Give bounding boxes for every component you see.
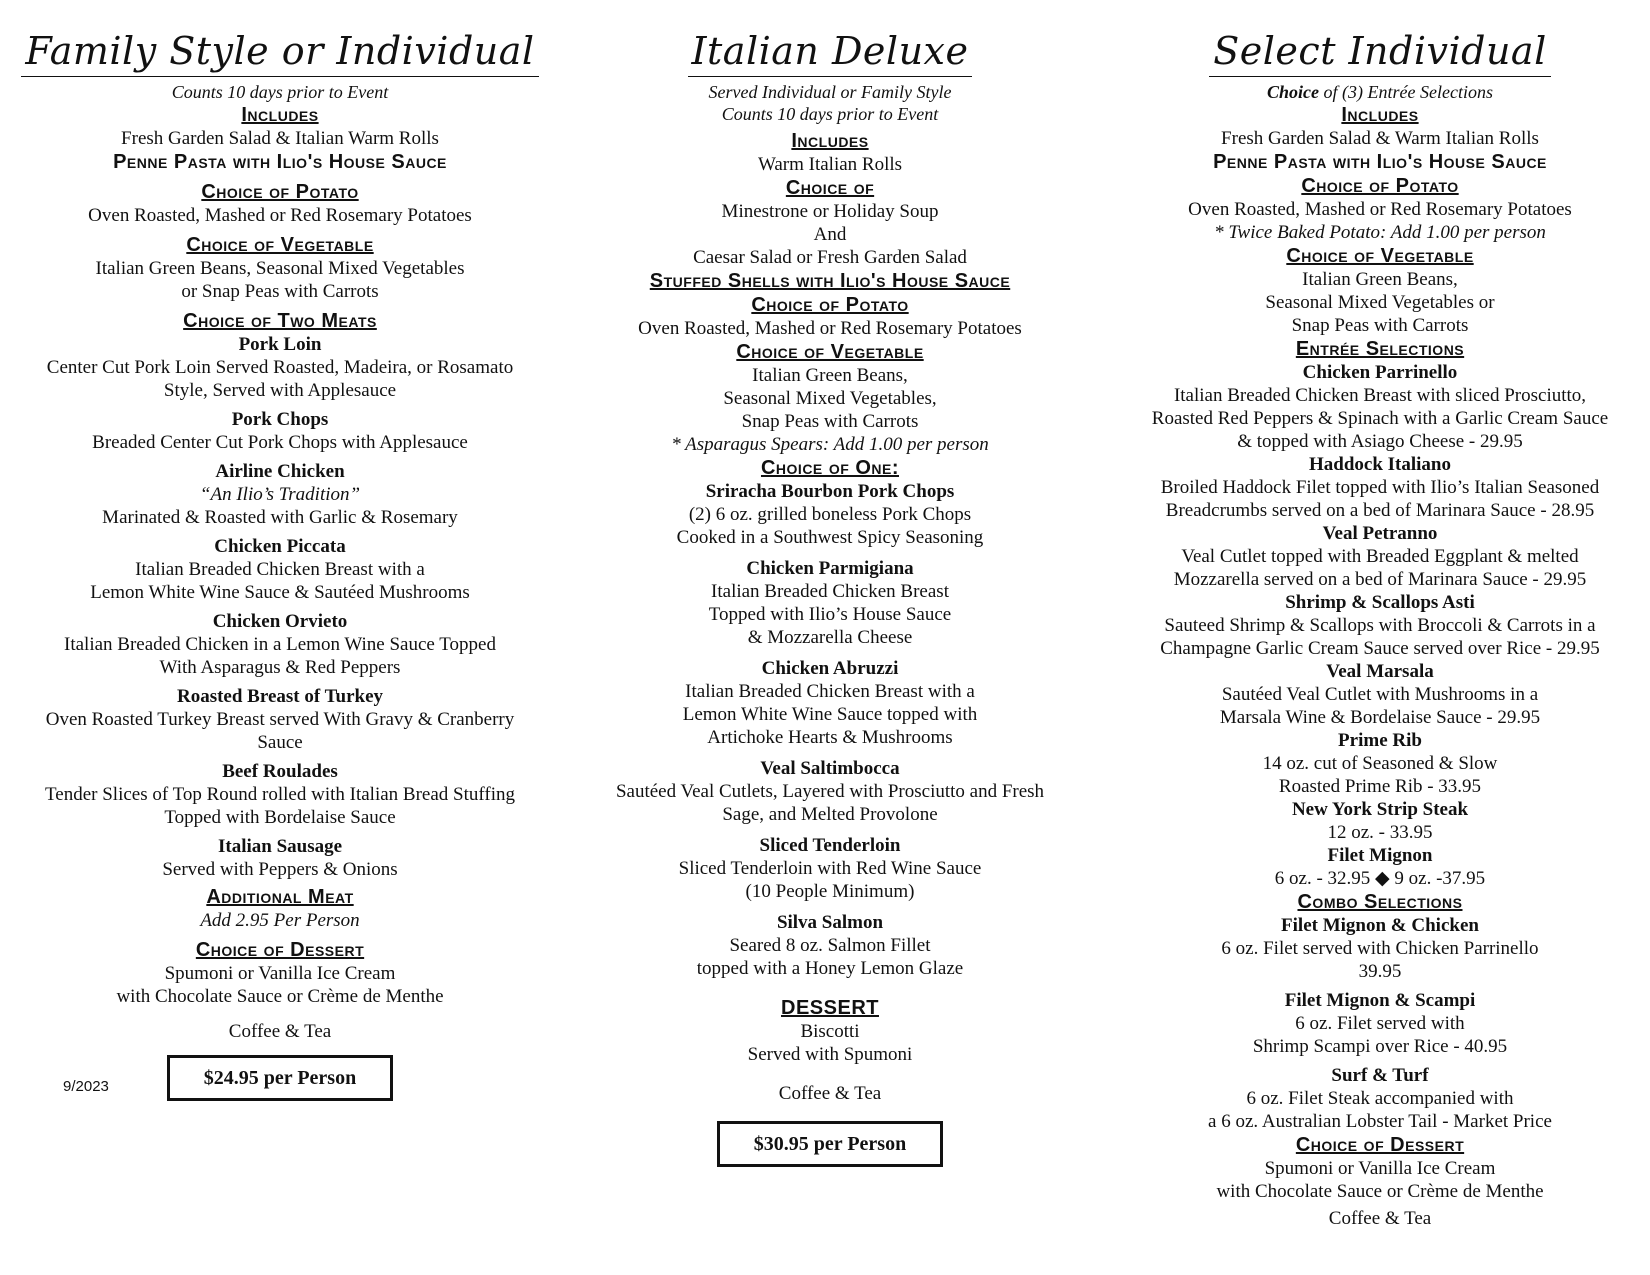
dessert-line: with Chocolate Sauce or Crème de Menthe bbox=[116, 986, 444, 1007]
menu-item-description: Seared 8 oz. Salmon Fillet bbox=[729, 935, 931, 956]
menu-item-name: Surf & Turf bbox=[1331, 1065, 1429, 1086]
menu-item bbox=[1120, 522, 1640, 591]
section-title: Family Style or Individual bbox=[21, 28, 538, 77]
revision-date: 9/2023 bbox=[63, 1078, 109, 1095]
menu-item bbox=[570, 834, 1090, 903]
menu-item-name: Silva Salmon bbox=[776, 912, 884, 933]
menu-item-name: Sriracha Bourbon Pork Chops bbox=[705, 481, 955, 502]
menu-item-description: Shrimp Scampi over Rice - 40.95 bbox=[1252, 1036, 1508, 1057]
menu-item-name: Veal Saltimbocca bbox=[760, 758, 900, 779]
menu-item-description: 12 oz. - 33.95 bbox=[1327, 822, 1433, 843]
counts-note: Counts 10 days prior to Event bbox=[171, 82, 389, 102]
potato-line: Oven Roasted, Mashed or Red Rosemary Potatoes bbox=[88, 205, 472, 226]
menu-item-name: Sliced Tenderloin bbox=[759, 835, 901, 856]
menu-item bbox=[1120, 453, 1640, 522]
vegetable-heading: Choice of Vegetable bbox=[1286, 245, 1474, 267]
additional-meat-heading: Additional Meat bbox=[206, 886, 354, 908]
menu-item-description: a 6 oz. Australian Lobster Tail - Market Price bbox=[1208, 1111, 1552, 1132]
menu-item-description: Breaded Center Cut Pork Chops with Applesauce bbox=[92, 432, 468, 453]
menu-item-description: Tender Slices of Top Round rolled with Italian Bread Stuffing bbox=[45, 784, 515, 805]
includes-line: Fresh Garden Salad & Warm Italian Rolls bbox=[1221, 128, 1539, 149]
menu-item-description: With Asparagus & Red Peppers bbox=[159, 657, 401, 678]
menu-item-description: Roasted Red Peppers & Spinach with a Garlic Cream Sauce bbox=[1151, 408, 1609, 429]
menu-item-description: & topped with Asiago Cheese - 29.95 bbox=[1237, 431, 1523, 452]
menu-item-description: 6 oz. Filet served with bbox=[1295, 1013, 1465, 1034]
entrees-list bbox=[570, 480, 1090, 980]
shells-line: Stuffed Shells with Ilio's House Sauce bbox=[649, 270, 1011, 292]
dessert-line: Spumoni or Vanilla Ice Cream bbox=[164, 963, 396, 984]
choice-note bbox=[1120, 81, 1640, 103]
vegetable-line: Italian Green Beans, bbox=[752, 365, 908, 386]
coffee-line: Coffee & Tea bbox=[1328, 1208, 1432, 1229]
menu-item-tagline: “An Ilio’s Tradition” bbox=[199, 484, 361, 505]
menu-item-description: Italian Breaded Chicken Breast with sliced Prosciutto, bbox=[1173, 385, 1587, 406]
menu-item bbox=[1120, 729, 1640, 798]
choice-line: And bbox=[813, 224, 847, 245]
menu-item bbox=[20, 610, 540, 679]
menu-item-description: Sage, and Melted Provolone bbox=[722, 804, 938, 825]
menu-item-description: Sauce bbox=[257, 732, 303, 753]
menu-item-description: Italian Breaded Chicken Breast bbox=[711, 581, 949, 602]
choice-line: Caesar Salad or Fresh Garden Salad bbox=[693, 247, 967, 268]
menu-item-description: Served with Peppers & Onions bbox=[162, 859, 398, 880]
section-title: Select Individual bbox=[1209, 28, 1551, 77]
menu-item-name: Chicken Orvieto bbox=[212, 611, 348, 632]
entrees-list bbox=[1120, 361, 1640, 890]
menu-item-description: Veal Cutlet topped with Breaded Eggplant & melted bbox=[1181, 546, 1579, 567]
vegetable-line: Italian Green Beans, Seasonal Mixed Vegetables bbox=[95, 258, 465, 279]
menu-item-name: Haddock Italiano bbox=[1308, 454, 1451, 475]
meats-heading: Choice of Two Meats bbox=[183, 310, 377, 332]
menu-item-description: 14 oz. cut of Seasoned & Slow bbox=[1262, 753, 1498, 774]
coffee-line: Coffee & Tea bbox=[228, 1021, 332, 1042]
menu-item bbox=[570, 557, 1090, 649]
menu-item-description: & Mozzarella Cheese bbox=[747, 627, 913, 648]
choice-note-rest: of (3) Entrée Selections bbox=[1319, 82, 1493, 102]
vegetable-heading: Choice of Vegetable bbox=[186, 234, 374, 256]
family-style-column bbox=[20, 28, 540, 1101]
menu-item-description: Topped with Bordelaise Sauce bbox=[164, 807, 396, 828]
menu-item-description: 6 oz. - 32.95 ◆ 9 oz. -37.95 bbox=[1274, 868, 1486, 889]
menu-item-description: Lemon White Wine Sauce topped with bbox=[682, 704, 978, 725]
vegetable-line: Italian Green Beans, bbox=[1302, 269, 1458, 290]
menu-item bbox=[1120, 798, 1640, 844]
menu-item bbox=[570, 911, 1090, 980]
select-individual-column bbox=[1120, 28, 1640, 1230]
menu-item-description: Topped with Ilio’s House Sauce bbox=[708, 604, 952, 625]
choice-line: Minestrone or Holiday Soup bbox=[721, 201, 939, 222]
menu-item-description: (10 People Minimum) bbox=[745, 881, 915, 902]
menu-item-name: Chicken Piccata bbox=[214, 536, 346, 557]
meats-list bbox=[20, 333, 540, 881]
price-box: $24.95 per Person bbox=[167, 1055, 393, 1101]
includes-heading: Includes bbox=[1341, 104, 1419, 126]
menu-item-description: Sauteed Shrimp & Scallops with Broccoli & Carrots in a bbox=[1164, 615, 1596, 636]
menu-item-name: Veal Marsala bbox=[1326, 661, 1434, 682]
menu-item-description: Champagne Garlic Cream Sauce served over Rice - 29.95 bbox=[1160, 638, 1600, 659]
vegetable-note: * Asparagus Spears: Add 1.00 per person bbox=[671, 434, 989, 455]
menu-item bbox=[20, 460, 540, 529]
menu-item bbox=[1120, 591, 1640, 660]
menu-item-name: Filet Mignon & Chicken bbox=[1281, 915, 1479, 936]
includes-heading: Includes bbox=[791, 130, 869, 152]
menu-item bbox=[1120, 989, 1640, 1058]
menu-item bbox=[20, 535, 540, 604]
menu-item bbox=[1120, 361, 1640, 453]
potato-note: * Twice Baked Potato: Add 1.00 per person bbox=[1214, 222, 1546, 243]
service-note: Served Individual or Family Style bbox=[708, 82, 952, 102]
menu-item bbox=[570, 657, 1090, 749]
choice-note-bold: Choice bbox=[1267, 82, 1320, 102]
menu-item-name: Veal Petranno bbox=[1322, 523, 1438, 544]
dessert-heading: Choice of Dessert bbox=[1295, 1134, 1465, 1156]
menu-item bbox=[1120, 660, 1640, 729]
menu-item-name: Airline Chicken bbox=[215, 461, 345, 482]
menu-item-description: Marinated & Roasted with Garlic & Rosemary bbox=[102, 507, 458, 528]
menu-item-description: Lemon White Wine Sauce & Sautéed Mushrooms bbox=[90, 582, 470, 603]
menu-item bbox=[1120, 914, 1640, 983]
combo-heading: Combo Selections bbox=[1297, 891, 1463, 913]
coffee-line: Coffee & Tea bbox=[778, 1083, 882, 1104]
vegetable-line: Snap Peas with Carrots bbox=[741, 411, 919, 432]
menu-item-description: topped with a Honey Lemon Glaze bbox=[696, 958, 964, 979]
dessert-line: Biscotti bbox=[800, 1021, 860, 1042]
menu-item-description: Italian Breaded Chicken Breast with a bbox=[685, 681, 975, 702]
menu-item bbox=[20, 333, 540, 402]
menu-item-description: Mozzarella served on a bed of Marinara Sauce - 29.95 bbox=[1173, 569, 1587, 590]
menu-item bbox=[20, 685, 540, 754]
dessert-heading: Choice of Dessert bbox=[195, 939, 365, 961]
menu-item-name: Beef Roulades bbox=[222, 761, 338, 782]
menu-item-description: Sliced Tenderloin with Red Wine Sauce bbox=[678, 858, 982, 879]
menu-item-name: Chicken Parmigiana bbox=[746, 558, 914, 579]
menu-item-name: Italian Sausage bbox=[217, 836, 343, 857]
menu-item-description: Sautéed Veal Cutlets, Layered with Prosciutto and Fresh bbox=[615, 781, 1045, 802]
pasta-line: Penne Pasta with Ilio's House Sauce bbox=[1213, 151, 1547, 173]
menu-item-description: 6 oz. Filet Steak accompanied with bbox=[1246, 1088, 1514, 1109]
menu-item-description: Broiled Haddock Filet topped with Ilio’s Italian Seasoned bbox=[1160, 477, 1600, 498]
combos-list bbox=[1120, 914, 1640, 1133]
potato-heading: Choice of Potato bbox=[201, 181, 359, 203]
dessert-line: Served with Spumoni bbox=[747, 1044, 913, 1065]
italian-deluxe-column bbox=[570, 28, 1090, 1167]
menu-item-name: Filet Mignon & Scampi bbox=[1284, 990, 1476, 1011]
menu-item-name: New York Strip Steak bbox=[1291, 799, 1469, 820]
potato-line: Oven Roasted, Mashed or Red Rosemary Potatoes bbox=[638, 318, 1022, 339]
menu-item-description: Center Cut Pork Loin Served Roasted, Madeira, or Rosamato bbox=[46, 357, 514, 378]
potato-line: Oven Roasted, Mashed or Red Rosemary Potatoes bbox=[1188, 199, 1572, 220]
menu-item bbox=[20, 760, 540, 829]
menu-item bbox=[570, 480, 1090, 549]
menu-item bbox=[1120, 1064, 1640, 1133]
menu-item-description: Sautéed Veal Cutlet with Mushrooms in a bbox=[1221, 684, 1539, 705]
additional-meat-price: Add 2.95 Per Person bbox=[200, 910, 360, 931]
menu-item-description: 39.95 bbox=[1358, 961, 1402, 982]
menu-item-name: Chicken Abruzzi bbox=[761, 658, 899, 679]
vegetable-line: Snap Peas with Carrots bbox=[1291, 315, 1469, 336]
menu-item-name: Prime Rib bbox=[1338, 730, 1422, 751]
menu-item-description: Italian Breaded Chicken in a Lemon Wine Sauce Topped bbox=[64, 634, 496, 655]
menu-item-description: Roasted Prime Rib - 33.95 bbox=[1278, 776, 1482, 797]
counts-note: Counts 10 days prior to Event bbox=[721, 104, 939, 124]
menu-item-name: Pork Loin bbox=[238, 334, 322, 355]
choice-of-one-heading: Choice of One: bbox=[760, 457, 899, 479]
vegetable-line: or Snap Peas with Carrots bbox=[181, 281, 379, 302]
menu-item-description: Breadcrumbs served on a bed of Marinara Sauce - 28.95 bbox=[1165, 500, 1595, 521]
price-box: $30.95 per Person bbox=[717, 1121, 943, 1167]
menu-item-description: 6 oz. Filet served with Chicken Parrinello bbox=[1221, 938, 1539, 959]
pasta-line: Penne Pasta with Ilio's House Sauce bbox=[113, 151, 447, 173]
menu-item-name: Shrimp & Scallops Asti bbox=[1285, 592, 1475, 613]
menu-item-name: Pork Chops bbox=[231, 409, 329, 430]
section-title: Italian Deluxe bbox=[688, 28, 973, 77]
menu-item-description: Italian Breaded Chicken Breast with a bbox=[135, 559, 425, 580]
menu-item-name: Chicken Parrinello bbox=[1302, 362, 1458, 383]
menu-item-description: Style, Served with Applesauce bbox=[163, 380, 397, 401]
potato-heading: Choice of Potato bbox=[1301, 175, 1459, 197]
includes-line: Warm Italian Rolls bbox=[757, 154, 903, 175]
menu-item-description: Marsala Wine & Bordelaise Sauce - 29.95 bbox=[1219, 707, 1541, 728]
menu-item bbox=[570, 757, 1090, 826]
menu-item bbox=[1120, 844, 1640, 890]
menu-item-description: (2) 6 oz. grilled boneless Pork Chops bbox=[688, 504, 972, 525]
menu-item-description: Artichoke Hearts & Mushrooms bbox=[707, 727, 953, 748]
menu-item bbox=[20, 835, 540, 881]
dessert-line: Spumoni or Vanilla Ice Cream bbox=[1264, 1158, 1496, 1179]
vegetable-line: Seasonal Mixed Vegetables, bbox=[723, 388, 937, 409]
menu-item-description: Oven Roasted Turkey Breast served With Gravy & Cranberry bbox=[45, 709, 515, 730]
entree-heading: Entrée Selections bbox=[1295, 338, 1465, 360]
dessert-line: with Chocolate Sauce or Crème de Menthe bbox=[1216, 1181, 1544, 1202]
vegetable-line: Seasonal Mixed Vegetables or bbox=[1265, 292, 1495, 313]
menu-item bbox=[20, 408, 540, 454]
includes-heading: Includes bbox=[241, 104, 319, 126]
menu-item-description: Cooked in a Southwest Spicy Seasoning bbox=[676, 527, 984, 548]
menu-item-name: Filet Mignon bbox=[1327, 845, 1433, 866]
dessert-heading: DESSERT bbox=[781, 997, 879, 1019]
includes-line: Fresh Garden Salad & Italian Warm Rolls bbox=[121, 128, 439, 149]
menu-item-name: Roasted Breast of Turkey bbox=[176, 686, 384, 707]
potato-heading: Choice of Potato bbox=[751, 294, 909, 316]
vegetable-heading: Choice of Vegetable bbox=[736, 341, 924, 363]
choice-heading: Choice of bbox=[785, 177, 875, 199]
